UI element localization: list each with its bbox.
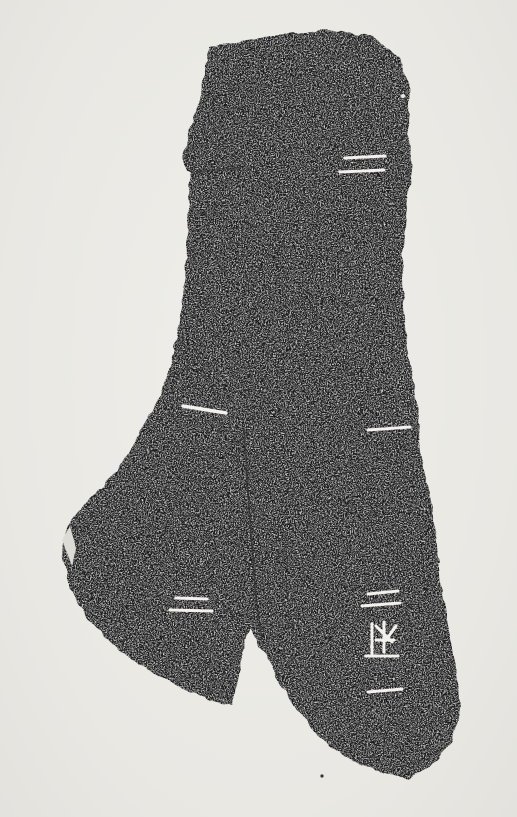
incision-mark — [170, 610, 212, 611]
incision-mark — [345, 156, 385, 158]
stray-speck — [320, 774, 323, 777]
stray-speck — [401, 94, 405, 98]
incision-mark — [176, 598, 207, 599]
bone-fragment — [62, 30, 460, 778]
stray-speck — [350, 372, 354, 376]
incision-mark — [340, 170, 384, 172]
